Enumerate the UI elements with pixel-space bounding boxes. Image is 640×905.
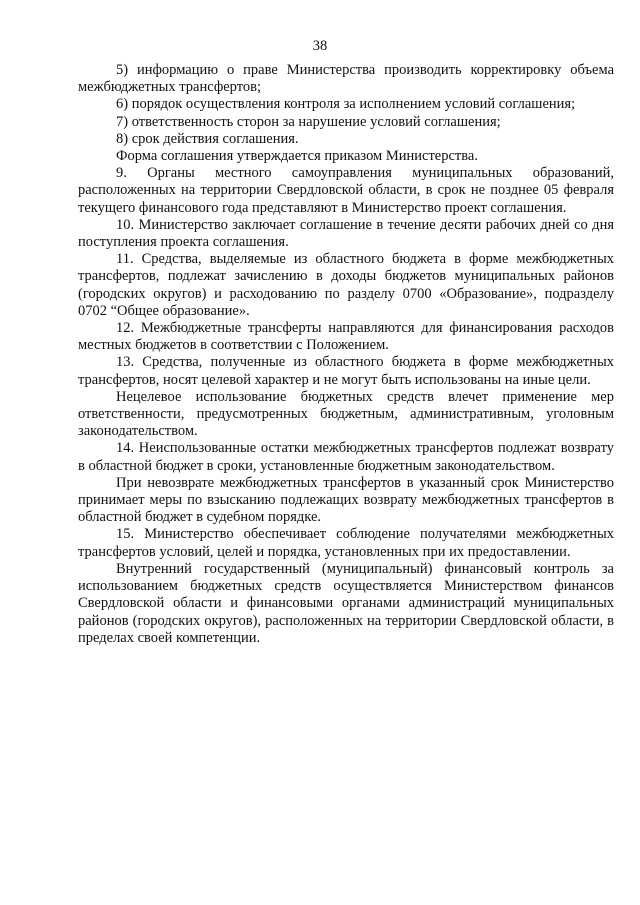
paragraph-item-5: 5) информацию о праве Министерства производить корректировку объема межбюджетных трансфертов; bbox=[78, 62, 614, 96]
paragraph-clause-11: 11. Средства, выделяемые из областного бюджета в форме межбюджетных трансфертов, подлежат зачислению в доходы бюджетов муниципальных районов (городских округов) и расходованию по разделу 0700 «Образование», подразделу 0702 “Общее образование». bbox=[78, 251, 614, 319]
paragraph-financial-control: Внутренний государственный (муниципальный) финансовый контроль за использованием бюджетных средств осуществляется Министерством финансов Свердловской области и финансовыми органами администраций муниципальных районов (городских округов), расположенных на территории Свердловской области, в пределах своей компетенции. bbox=[78, 560, 614, 646]
paragraph-clause-12: 12. Межбюджетные трансферты направляются для финансирования расходов местных бюджетов в соответствии с Положением. bbox=[78, 320, 614, 354]
page-number: 38 bbox=[312, 38, 328, 54]
paragraph-item-6: 6) порядок осуществления контроля за исполнением условий соглашения; bbox=[116, 96, 576, 113]
paragraph-item-7: 7) ответственность сторон за нарушение условий соглашения; bbox=[116, 113, 501, 130]
paragraph-clause-14: 14. Неиспользованные остатки межбюджетных трансфертов подлежат возврату в областной бюджет в сроки, установленные бюджетным законодательством. bbox=[78, 440, 614, 474]
paragraph-agreement-form: Форма соглашения утверждается приказом Министерства. bbox=[116, 148, 478, 165]
paragraph-clause-13: 13. Средства, полученные из областного бюджета в форме межбюджетных трансфертов, носят целевой характер и не могут быть использованы на иные цели. bbox=[78, 354, 614, 388]
paragraph-item-8: 8) срок действия соглашения. bbox=[116, 130, 299, 147]
paragraph-non-return: При невозврате межбюджетных трансфертов в указанный срок Министерство принимает меры по взысканию подлежащих возврату межбюджетных трансфертов в областной бюджет в судебном порядке. bbox=[78, 474, 614, 526]
paragraph-clause-10: 10. Министерство заключает соглашение в течение десяти рабочих дней со дня поступления проекта соглашения. bbox=[78, 216, 614, 251]
paragraph-misuse: Нецелевое использование бюджетных средств влечет применение мер ответственности, предусмотренных бюджетным, административным, уголовным законодательством. bbox=[78, 388, 614, 440]
document-body bbox=[78, 62, 614, 647]
paragraph-clause-9: 9. Органы местного самоуправления муниципальных образований, расположенных на территории Свердловской области, в срок не позднее 05 февраля текущего финансового года представляют в Министерство проект соглашения. bbox=[78, 165, 614, 216]
paragraph-clause-15: 15. Министерство обеспечивает соблюдение получателями межбюджетных трансфертов условий, целей и порядка, установленных при их предоставлении. bbox=[78, 526, 614, 560]
